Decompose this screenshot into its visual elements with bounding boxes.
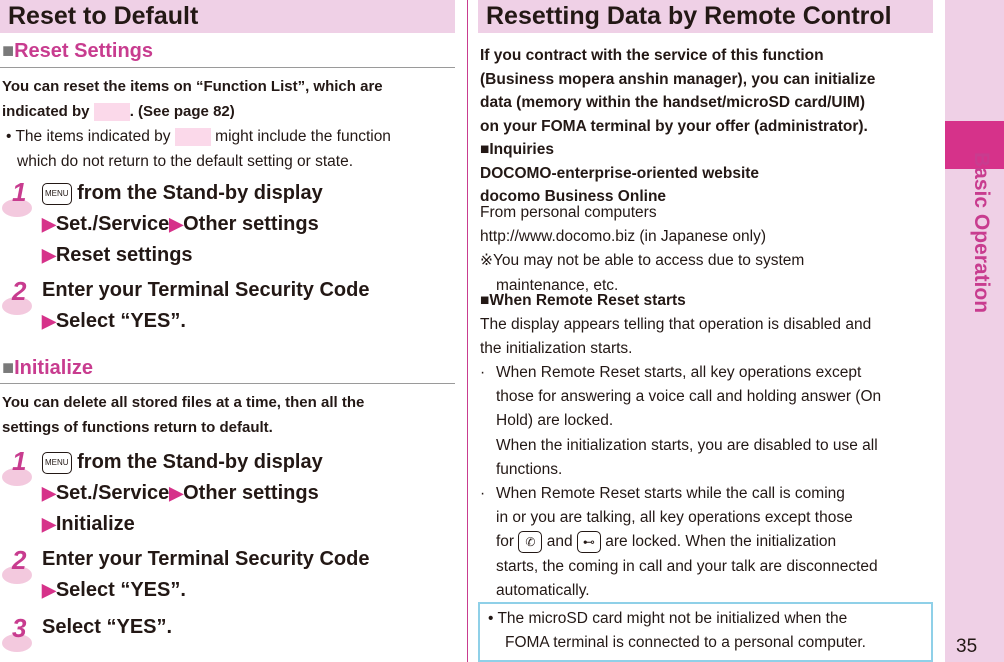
menu-key-icon: MENU xyxy=(42,452,72,474)
pink-marker-icon xyxy=(94,103,130,121)
initialize-step3: Select “YES”. xyxy=(42,616,173,638)
square-bullet-icon: ■ xyxy=(2,357,15,379)
reset-step2: Enter your Terminal Security Code ▶Select “YES”. xyxy=(42,279,370,332)
reset-settings-title: ■Reset Settings xyxy=(2,40,154,62)
step-number: 2 xyxy=(12,545,27,575)
arrow-right-icon: ▶ xyxy=(42,483,56,503)
reset-step1: MENU from the Stand-by display ▶Set./Service▶Other settings ▶Reset settings xyxy=(42,182,323,266)
initialize-desc: You can delete all stored files at a time, then all the settings of functions return to default. xyxy=(2,394,365,436)
square-bullet-icon: ■ xyxy=(2,40,15,62)
divider xyxy=(0,383,455,384)
step-number: 2 xyxy=(12,276,27,306)
left-header-title: Reset to Default xyxy=(8,2,199,30)
arrow-right-icon: ▶ xyxy=(42,245,56,265)
remote-reset-text: The display appears telling that operation is disabled and the initialization starts. xyxy=(480,316,872,358)
right-intro: If you contract with the service of this function (Business mopera anshin manager), you can initialize data (memory within the handset/microSD card/UIM) on your FOMA terminal by your offer (administrator). ■Inquiries DOCOMO-enterprise-oriented website docomo Business Online xyxy=(480,47,876,205)
hold-key-icon: ⊷ xyxy=(577,531,601,553)
remote-bullet-1: · When Remote Reset starts, all key operations except those for answering a voice call and holding answer (On Hold) are locked. When the initialization starts, you are disabled to use all functions. xyxy=(480,364,882,478)
menu-key-icon: MENU xyxy=(42,183,72,205)
initialize-title: ■Initialize xyxy=(2,357,93,379)
remote-reset-title: ■When Remote Reset starts xyxy=(480,292,686,309)
square-bullet-icon: ■ xyxy=(480,141,490,158)
square-bullet-icon: ■ xyxy=(480,292,490,309)
side-tab-label: Basic Operation xyxy=(970,152,993,314)
reset-settings-desc: You can reset the items on “Function List”, which are indicated by . (See page 82) xyxy=(2,78,383,120)
arrow-right-icon: ▶ xyxy=(42,311,56,331)
call-key-icon: ✆ xyxy=(518,531,542,553)
initialize-step1: MENU from the Stand-by display ▶Set./Service▶Other settings ▶Initialize xyxy=(42,451,323,535)
arrow-right-icon: ▶ xyxy=(42,214,56,234)
initialize-step2: Enter your Terminal Security Code ▶Select “YES”. xyxy=(42,548,370,601)
reset-settings-bullet: • The items indicated by might include the function which do not return to the default setting or state. xyxy=(6,128,391,170)
note-box: • The microSD card might not be initialized when the FOMA terminal is connected to a personal computer. xyxy=(478,602,933,662)
right-header-bar xyxy=(478,0,933,33)
right-header-title: Resetting Data by Remote Control xyxy=(486,2,892,30)
arrow-right-icon: ▶ xyxy=(42,514,56,534)
step-number: 1 xyxy=(12,177,27,207)
arrow-right-icon: ▶ xyxy=(42,580,56,600)
remote-bullet-2: · When Remote Reset starts while the call is coming in or you are talking, all key operations except those for ✆ and ⊷ are locked. When the initialization starts, the coming in call and your talk are disconnected automatically. xyxy=(480,485,878,599)
step-number: 3 xyxy=(12,613,27,643)
pink-marker-icon xyxy=(175,128,211,146)
column-divider xyxy=(467,0,468,662)
arrow-right-icon: ▶ xyxy=(169,483,184,503)
left-header-bar xyxy=(0,0,455,33)
right-inquiries-text: From personal computers http://www.docomo.biz (in Japanese only) ※You may not be able to access due to system maintenance, etc. xyxy=(480,204,805,294)
divider xyxy=(0,67,455,68)
step-number: 1 xyxy=(12,446,27,476)
arrow-right-icon: ▶ xyxy=(169,214,184,234)
page-number: 35 xyxy=(956,636,978,657)
